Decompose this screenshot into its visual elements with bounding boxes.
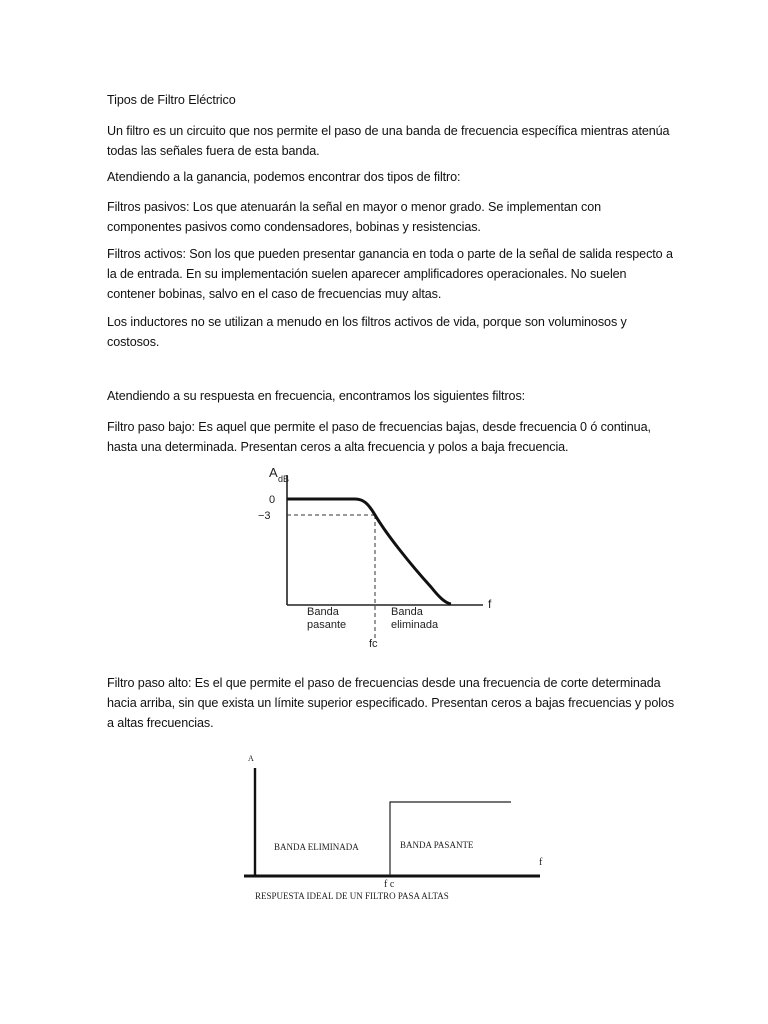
high-pass-y-label: A xyxy=(248,754,254,763)
paragraph-passive-filters: Filtros pasivos: Los que atenuarán la señal en mayor o menor grado. Se implementan con componentes pasivos como condensadores, bobinas y resistencias. xyxy=(107,200,602,234)
paragraph-low-pass: Filtro paso bajo: Es aquel que permite el paso de frecuencias bajas, desde frecuencia 0 ó continua, hasta una determinada. Presentan ceros a alta frecuencia y polos a baja frecuencia. xyxy=(107,420,651,454)
high-pass-response-curve xyxy=(390,802,511,876)
high-pass-caption: RESPUESTA IDEAL DE UN FILTRO PASA ALTAS xyxy=(255,891,449,901)
high-pass-response-figure xyxy=(238,752,558,907)
low-pass-y-tick-0: 0 xyxy=(269,494,276,506)
low-pass-response-figure xyxy=(255,463,505,658)
low-pass-region-stop-line1: Banda xyxy=(391,606,423,618)
low-pass-region-stop-line2: eliminada xyxy=(391,619,439,631)
high-pass-region-pass: BANDA PASANTE xyxy=(400,840,474,850)
low-pass-region-pass-line2: pasante xyxy=(307,619,347,631)
high-pass-cutoff-label: f c xyxy=(384,879,395,890)
paragraph-active-filters: Filtros activos: Son los que pueden presentar ganancia en toda o parte de la señal de salida respecto a la de entrada. En su implementación suelen aparecer amplificadores operacionales. No suelen contener bobinas, salvo en el caso de frecuencias muy altas. xyxy=(107,247,673,301)
low-pass-chart xyxy=(255,463,505,658)
low-pass-y-tick-minus3: −3 xyxy=(258,510,271,522)
paragraph-high-pass: Filtro paso alto: Es el que permite el paso de frecuencias desde una frecuencia de corte determinada hacia arriba, sin que exista un límite superior especificado. Presentan ceros a bajas frecuencias y polos a altas frecuencias. xyxy=(107,676,675,730)
low-pass-cutoff-label: fc xyxy=(369,638,378,650)
high-pass-region-stop: BANDA ELIMINADA xyxy=(274,842,359,852)
paragraph-definition: Un filtro es un circuito que nos permite el paso de una banda de frecuencia específica mientras atenúa todas las señales fuera de esta banda. xyxy=(107,124,670,158)
low-pass-y-label-subscript: dB xyxy=(278,474,290,484)
low-pass-y-label: A xyxy=(269,465,278,480)
low-pass-x-label: f xyxy=(488,597,492,611)
paragraph-inductors: Los inductores no se utilizan a menudo en los filtros activos de vida, porque son voluminosos y costosos. xyxy=(107,315,627,349)
paragraph-by-gain: Atendiendo a la ganancia, podemos encontrar dos tipos de filtro: xyxy=(107,170,461,184)
high-pass-chart xyxy=(238,752,558,907)
paragraph-by-frequency: Atendiendo a su respuesta en frecuencia, encontramos los siguientes filtros: xyxy=(107,389,526,403)
high-pass-x-label: f xyxy=(539,857,543,868)
document-heading: Tipos de Filtro Eléctrico xyxy=(107,93,236,107)
low-pass-region-pass-line1: Banda xyxy=(307,606,339,618)
